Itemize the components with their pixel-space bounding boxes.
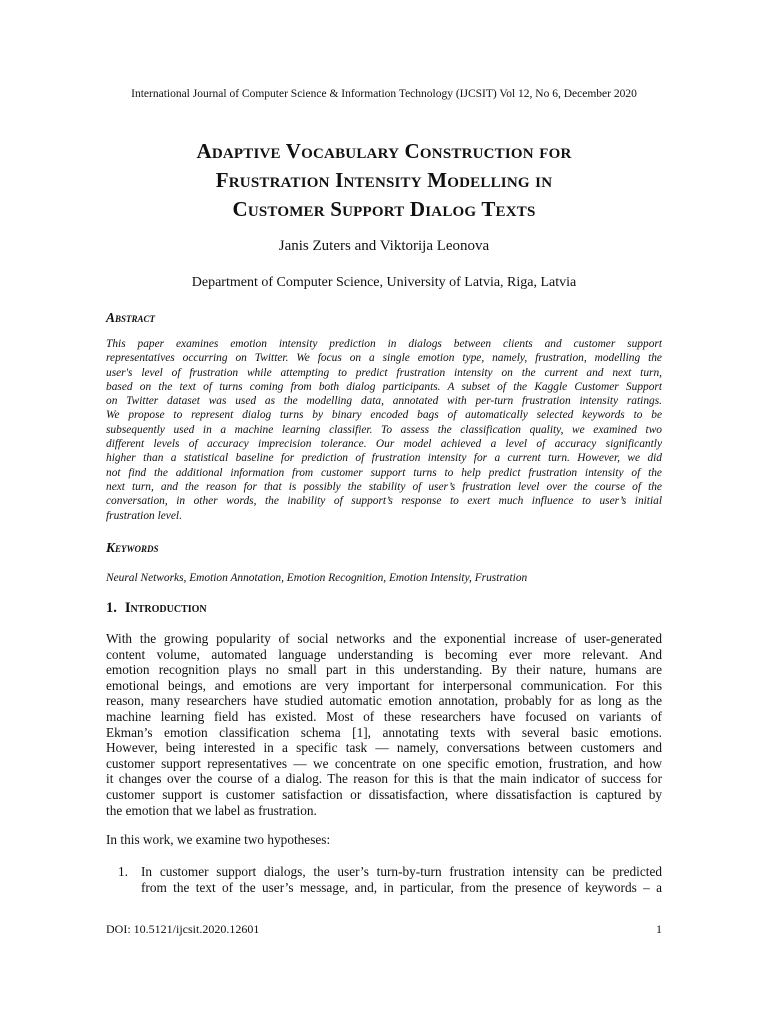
abstract-line: We propose to represent dialog turns by binary encoded bags of automatically selected keywords to be bbox=[106, 409, 662, 422]
intro-line: With the growing popularity of social networks and the exponential increase of user-generated bbox=[106, 631, 662, 646]
abstract-line: next turn, and the reason for that is possibly the stability of user’s frustration level over the course of the bbox=[106, 480, 662, 493]
intro-line: machine learning field has existed. Most of these researchers have focused on variants of bbox=[106, 708, 662, 724]
hypothesis-line: In customer support dialogs, the user’s turn-by-turn frustration intensity can be predicted bbox=[141, 864, 662, 879]
hypothesis-line: from the text of the user’s message, and, in particular, from the presence of keywords – a bbox=[141, 880, 662, 895]
affiliation: Department of Computer Science, University of Latvia, Riga, Latvia bbox=[191, 275, 577, 290]
abstract-line: higher than a statistical baseline for prediction of frustration intensity for a current turn. However, we did bbox=[106, 452, 662, 465]
introduction-heading bbox=[106, 600, 207, 616]
keywords-text: Neural Networks, Emotion Annotation, Emotion Recognition, Emotion Intensity, Frustration bbox=[106, 572, 528, 584]
intro-line: emotion recognition plays no small part in this understanding. By their nature, humans are bbox=[106, 662, 662, 678]
intro-line: However, being interested in a specific task — namely, conversations between customers and bbox=[106, 740, 662, 756]
keywords-heading: Keywords bbox=[106, 540, 159, 555]
intro-line: emotional beings, and emotions are very important for interpersonal communication. For this bbox=[106, 677, 662, 693]
intro-line: content volume, automated language understanding is becoming ever more relevant. And bbox=[106, 646, 662, 662]
running-header: International Journal of Computer Science & Information Technology (IJCSIT) Vol 12, No 6, December 2020 bbox=[131, 88, 637, 100]
intro-line: reason, many researchers have studied automatic emotion annotation, probably for as long as the bbox=[106, 693, 662, 709]
title-line: Frustration Intensity Modelling in bbox=[215, 168, 553, 192]
intro-line: customer support representatives — we concentrate on one specific emotion, frustration, and how bbox=[106, 755, 662, 771]
abstract-line: based on the text of turns coming from both dialog participants. A subset of the Kaggle Customer Support bbox=[106, 380, 662, 393]
abstract-line: frustration level. bbox=[106, 509, 182, 522]
abstract-line: This paper examines emotion intensity prediction in dialogs between clients and customer support bbox=[106, 338, 662, 350]
intro-line: customer support is customer satisfaction or dissatisfaction, where dissatisfaction is captured by bbox=[106, 786, 662, 802]
hypotheses-intro: In this work, we examine two hypotheses: bbox=[106, 832, 331, 847]
abstract-line: on Twitter dataset was used as the modelling data, annotated with per-turn frustration intensity ratings. bbox=[106, 395, 662, 408]
title-line: Customer Support Dialog Texts bbox=[232, 197, 536, 221]
abstract-heading: Abstract bbox=[106, 310, 156, 325]
abstract-line: conversation, in other words, the inability of support’s response to exert much influence to user’s initial bbox=[106, 495, 662, 508]
intro-line: Ekman’s emotion classification schema [1], annotating texts with several basic emotions. bbox=[106, 724, 662, 740]
abstract-text bbox=[106, 337, 662, 523]
introduction-paragraph bbox=[106, 631, 662, 818]
section-number: 1. bbox=[106, 600, 117, 616]
abstract-line: subsequently used in a machine learning classifier. To assess the classification quality, we examined two bbox=[106, 423, 662, 436]
abstract-line: representatives occurring on Twitter. We focus on a single emotion type, namely, frustration, modelling the bbox=[106, 352, 662, 365]
paper-title bbox=[60, 137, 708, 224]
hypothesis-text bbox=[141, 864, 662, 896]
abstract-line: user's level of frustration while attempting to predict frustration intensity on the current and next turn, bbox=[106, 366, 662, 379]
authors: Janis Zuters and Viktorija Leonova bbox=[278, 238, 490, 254]
page-number: 1 bbox=[656, 922, 662, 936]
section-title: Introduction bbox=[124, 600, 207, 616]
footer-doi: DOI: 10.5121/ijcsit.2020.12601 bbox=[106, 922, 260, 936]
intro-line: the emotion that we label as frustration. bbox=[106, 802, 317, 818]
abstract-line: not find the additional information from customer support turns to help predict frustration intensity of the bbox=[106, 466, 662, 479]
abstract-line: different levels of accuracy imprecision tolerance. Our model achieved a level of accuracy significantly bbox=[106, 438, 662, 451]
title-line: Adaptive Vocabulary Construction for bbox=[196, 139, 572, 163]
intro-line: it changes over the course of a dialog. The reason for this is that the main indicator of success for bbox=[106, 771, 662, 787]
list-marker: 1. bbox=[118, 864, 128, 879]
